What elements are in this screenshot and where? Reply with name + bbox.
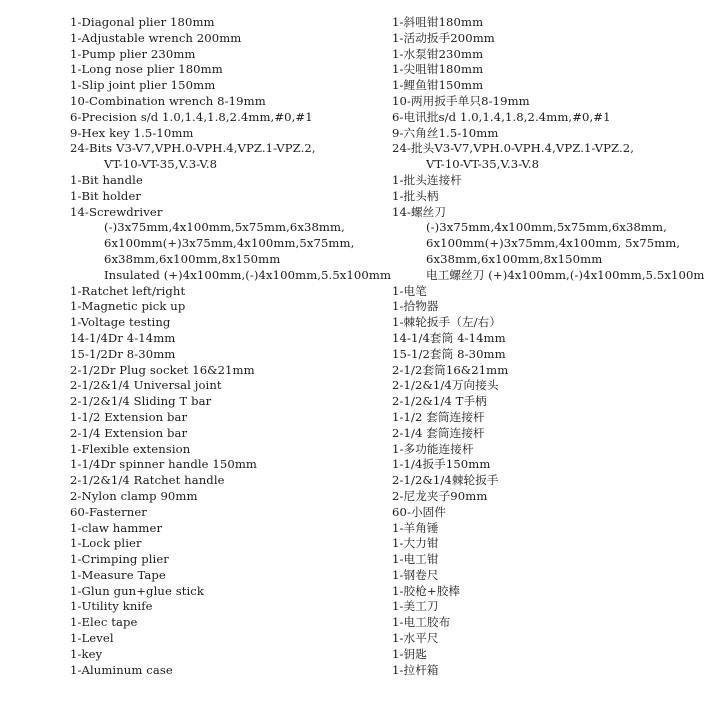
list-item: 2-1/4 套筒连接杆	[392, 425, 485, 440]
list-item: 1-Utility knife	[70, 599, 153, 614]
list-item: 6-电讯批s/d 1.0,1.4,1.8,2.4mm,#0,#1	[392, 109, 611, 124]
list-item: 1-Long nose plier 180mm	[70, 62, 223, 77]
list-item: 10-Combination wrench 8-19mm	[70, 93, 266, 108]
list-item: (-)3x75mm,4x100mm,5x75mm,6x38mm,	[426, 220, 667, 235]
list-item: 9-Hex key 1.5-10mm	[70, 125, 194, 140]
list-item: 1-鲤鱼钳150mm	[392, 78, 484, 93]
list-item: 1-Measure Tape	[70, 567, 166, 582]
list-item: 1-Lock plier	[70, 536, 142, 551]
list-item: 2-1/4 Extension bar	[70, 425, 188, 440]
list-item: 1-斜咀钳180mm	[392, 15, 484, 29]
list-item: 14-螺丝刀	[392, 204, 447, 219]
list-item: 1-批头柄	[392, 188, 439, 203]
list-item: 1-1/2 Extension bar	[70, 409, 188, 424]
list-item: 1-Level	[70, 631, 114, 646]
list-item: 1-Ratchet left/right	[70, 283, 186, 298]
list-item: 1-key	[70, 646, 103, 661]
list-item: 1-钢卷尺	[392, 567, 439, 582]
list-item: 1-Glun gun+glue stick	[70, 583, 205, 598]
list-item: 14-1/4Dr 4-14mm	[70, 330, 176, 345]
list-item: 2-1/2&1/4 Ratchet handle	[70, 473, 225, 488]
list-item: 1-Bit handle	[70, 172, 143, 187]
list-item: 1-多功能连接杆	[392, 441, 474, 456]
list-item: 1-claw hammer	[70, 520, 163, 535]
list-item: 1-水泵钳230mm	[392, 46, 484, 61]
list-item: 9-六角丝1.5-10mm	[392, 125, 499, 140]
list-item: 2-1/2Dr Plug socket 16&21mm	[70, 362, 255, 377]
list-item: 1-拉杆箱	[392, 662, 439, 677]
list-item: 6x100mm(+)3x75mm,4x100mm,5x75mm,	[104, 236, 355, 251]
list-item: VT-10-VT-35,V.3-V.8	[426, 157, 540, 172]
list-item: 1-胶枪+胶棒	[392, 583, 461, 598]
list-item: 1-Elec tape	[70, 615, 138, 630]
english-list	[70, 15, 392, 678]
list-item: 6x38mm,6x100mm,8x150mm	[104, 251, 281, 266]
list-item: 1-Pump plier 230mm	[70, 46, 196, 61]
list-item: 1-1/4Dr spinner handle 150mm	[70, 457, 258, 472]
list-item: 1-1/2 套筒连接杆	[392, 409, 485, 424]
list-item: 1-水平尺	[392, 631, 439, 646]
list-item: 1-Bit holder	[70, 188, 142, 203]
list-item: 1-电笔	[392, 283, 427, 298]
list-item: 14-Screwdriver	[70, 204, 163, 219]
list-item: 1-Slip joint plier 150mm	[70, 78, 216, 93]
list-item: 2-1/2套筒16&21mm	[392, 362, 509, 377]
list-item: 1-钥匙	[392, 646, 427, 661]
list-item: 1-Adjustable wrench 200mm	[70, 30, 242, 45]
list-item: 2-1/2&1/4 Universal joint	[70, 378, 222, 393]
list-item: 1-Crimping plier	[70, 552, 169, 567]
list-item: 1-大力钳	[392, 536, 439, 551]
list-item: 14-1/4套筒 4-14mm	[392, 330, 506, 345]
list-item: 15-1/2套筒 8-30mm	[392, 346, 506, 361]
list-item: 2-尼龙夹子90mm	[392, 488, 488, 503]
list-item: 1-拾物器	[392, 299, 439, 314]
list-item: 2-1/2&1/4 T手柄	[392, 394, 487, 409]
list-item: 15-1/2Dr 8-30mm	[70, 346, 176, 361]
list-item: 6x100mm(+)3x75mm,4x100mm, 5x75mm,	[426, 236, 681, 251]
list-item: 电工螺丝刀 (+)4x100mm,(-)4x100mm,5.5x100m	[426, 267, 705, 282]
list-item: 1-批头连接杆	[392, 172, 462, 187]
list-item: 1-1/4扳手150mm	[392, 457, 491, 472]
list-item: 1-Aluminum case	[70, 662, 173, 677]
list-item: 10-两用扳手单只8-19mm	[392, 93, 530, 108]
list-item: 1-Voltage testing	[70, 315, 171, 330]
list-item: 1-美工刀	[392, 599, 439, 614]
list-item: 6-Precision s/d 1.0,1.4,1.8,2.4mm,#0,#1	[70, 109, 313, 124]
chinese-list	[392, 15, 707, 678]
list-item: 1-电工胶布	[392, 615, 451, 630]
list-item: (-)3x75mm,4x100mm,5x75mm,6x38mm,	[104, 220, 345, 235]
list-item: Insulated (+)4x100mm,(-)4x100mm,5.5x100mm	[104, 267, 392, 282]
list-item: 1-Flexible extension	[70, 441, 191, 456]
list-item: 24-Bits V3-V7,VPH.0-VPH.4,VPZ.1-VPZ.2,	[70, 141, 316, 156]
list-item: 1-Diagonal plier 180mm	[70, 15, 215, 29]
list-item: 60-小固件	[392, 504, 447, 519]
list-item: 1-棘轮扳手（左/右）	[392, 315, 502, 330]
list-item: 1-羊角锤	[392, 520, 439, 535]
list-item: 2-1/2&1/4 Sliding T bar	[70, 394, 212, 409]
list-item: 2-1/2&1/4棘轮扳手	[392, 473, 499, 488]
list-item: VT-10-VT-35,V.3-V.8	[104, 157, 218, 172]
list-item: 24-批头V3-V7,VPH.0-VPH.4,VPZ.1-VPZ.2,	[392, 141, 634, 156]
list-item: 2-Nylon clamp 90mm	[70, 488, 198, 503]
list-item: 1-尖咀钳180mm	[392, 62, 484, 77]
list-item: 1-Magnetic pick up	[70, 299, 186, 314]
list-item: 60-Fasterner	[70, 504, 147, 519]
list-item: 1-活动扳手200mm	[392, 30, 495, 45]
list-item: 6x38mm,6x100mm,8x150mm	[426, 251, 603, 266]
list-item: 2-1/2&1/4万向接头	[392, 378, 499, 393]
list-item: 1-电工钳	[392, 552, 439, 567]
